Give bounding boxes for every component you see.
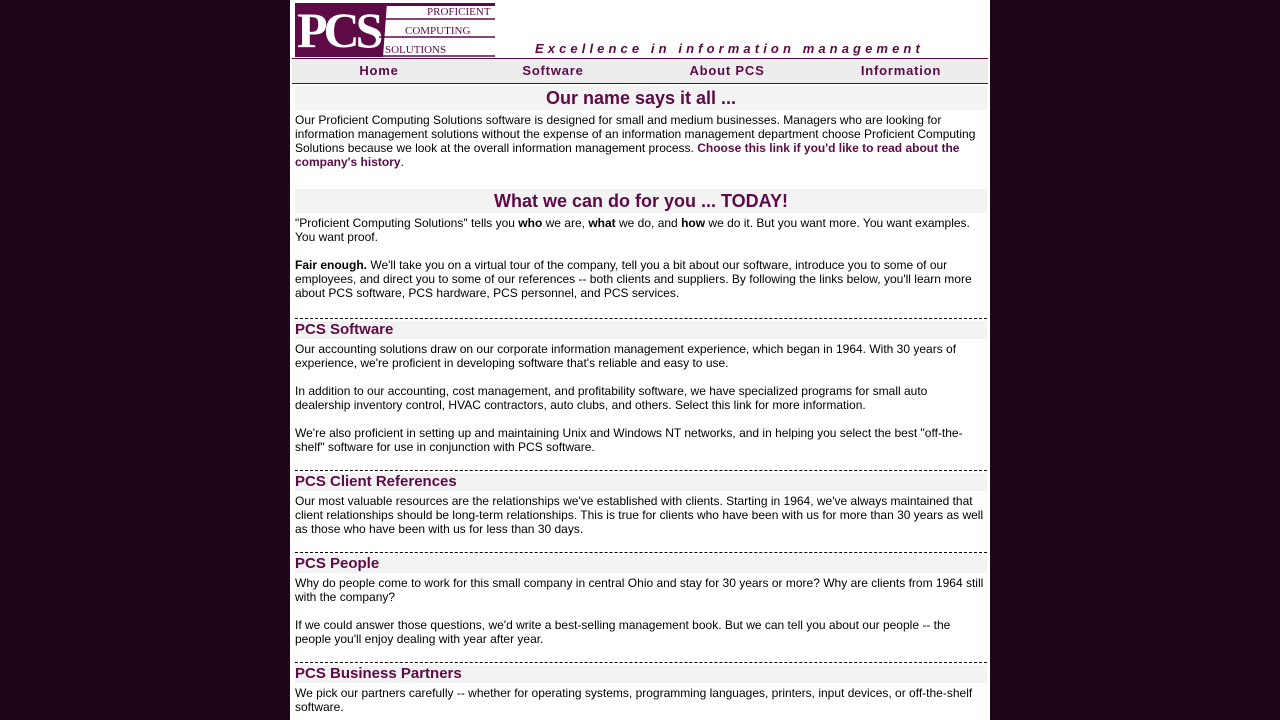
intro-heading: Our name says it all ... bbox=[295, 86, 987, 110]
today-p1-who: who bbox=[518, 216, 543, 230]
nav-information-link[interactable]: Information bbox=[860, 63, 942, 78]
fair-enough-text: Fair enough. bbox=[295, 258, 367, 272]
today-p1-text-4: we do it. But you want more. You want examples. You want proof. bbox=[295, 216, 970, 244]
nav-software-link[interactable]: Software bbox=[522, 63, 584, 78]
main-nav bbox=[292, 58, 988, 84]
page bbox=[290, 0, 990, 720]
logo-initials: PCS bbox=[297, 3, 380, 57]
partners-paragraph-1: We pick our partners carefully -- whether for operating systems, programming languages, printers, input devices, or off-the-shelf software. bbox=[295, 686, 973, 714]
today-paragraph-2 bbox=[295, 258, 987, 300]
today-p2-text: We'll take you on a virtual tour of the company, tell you a bit about our software, introduce you to some of our employees, and direct you to some of our references -- both clients and suppliers. By following the links below, you'll learn more about PCS software, PCS hardware, PCS personnel, and PCS services. bbox=[295, 258, 972, 300]
people-paragraph-2: If we could answer those questions, we'd write a best-selling management book. But we can tell you about our people -- the people you'll enjoy dealing with year after year. bbox=[295, 618, 951, 646]
today-paragraph-1 bbox=[295, 216, 987, 244]
section-divider bbox=[295, 662, 987, 663]
company-history-link[interactable]: Choose this link if you'd like to read about the company's history bbox=[295, 141, 960, 169]
software-paragraph-2: In addition to our accounting, cost management, and profitability software, we have specialized programs for small auto dealership inventory control, HVAC contractors, auto clubs, and others. Select this link for more information. bbox=[295, 384, 928, 412]
today-p1-text-1: "Proficient Computing Solutions" tells you bbox=[295, 216, 519, 230]
section-divider bbox=[295, 318, 987, 319]
today-p1-text-2: we are, bbox=[542, 216, 589, 230]
clients-heading: PCS Client References bbox=[295, 473, 987, 491]
today-p1-text-3: we do, and bbox=[615, 216, 682, 230]
nav-home-link[interactable]: Home bbox=[359, 63, 399, 78]
partners-heading: PCS Business Partners bbox=[295, 665, 987, 683]
clients-paragraph-1: Our most valuable resources are the relationships we've established with clients. Starting in 1964, we've always maintained that client relationships should be long-term relationships. This is true for clients who have been with us for more than 30 years as well as those who have been with us for less than 30 days. bbox=[295, 494, 984, 536]
software-heading: PCS Software bbox=[295, 321, 987, 339]
people-paragraph-1: Why do people come to work for this small company in central Ohio and stay for 30 years or more? Why are clients from 1964 still with the company? bbox=[295, 576, 984, 604]
people-heading: PCS People bbox=[295, 555, 987, 573]
tagline: Excellence in information management bbox=[535, 41, 924, 56]
intro-period: . bbox=[400, 155, 404, 169]
nav-about-link[interactable]: About PCS bbox=[689, 63, 765, 78]
main-content bbox=[295, 86, 987, 714]
section-divider bbox=[295, 552, 987, 553]
today-heading: What we can do for you ... TODAY! bbox=[295, 189, 987, 213]
logo-line-computing: COMPUTING bbox=[405, 25, 471, 37]
section-divider bbox=[295, 470, 987, 471]
today-p1-how: how bbox=[681, 216, 706, 230]
logo-line-solutions: SOLUTIONS bbox=[385, 44, 447, 56]
software-paragraph-3: We're also proficient in setting up and maintaining Unix and Windows NT networks, and in helping you select the best "off-the-shelf" software for use in conjunction with PCS software. bbox=[295, 426, 963, 454]
intro-paragraph bbox=[295, 113, 987, 169]
software-paragraph-1: Our accounting solutions draw on our corporate information management experience, which began in 1964. With 30 years of experience, we're proficient in developing software that's reliable and easy to use. bbox=[295, 342, 957, 370]
logo-line-proficient: PROFICIENT bbox=[427, 6, 491, 18]
intro-text: Our Proficient Computing Solutions software is designed for small and medium businesses. Managers who are looking for information management solutions without the expense of an information management department choose Proficient Computing Solutions because we look at the overall information management process. bbox=[295, 113, 976, 155]
today-p1-what: what bbox=[588, 216, 616, 230]
pcs-logo[interactable] bbox=[295, 3, 495, 57]
